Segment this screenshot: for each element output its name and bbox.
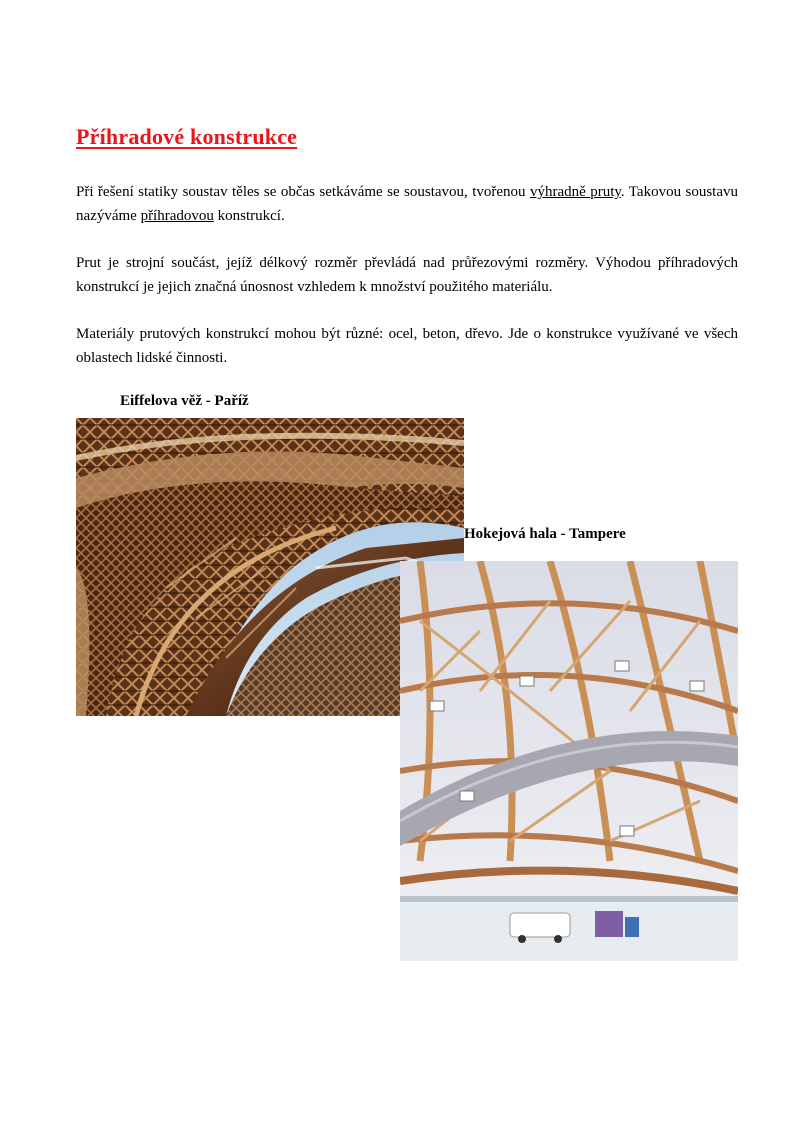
paragraph-rod-definition: Prut je strojní součást, jejíž délkový rozměr převládá nad průřezovými rozměry. Výhodou příhradových konstrukcí je jejich značná únosnost vzhledem k množství použitého materiálu. [76,255,738,295]
hockey-hall-illustration [400,561,738,961]
intro-text-start: Při řešení statiky soustav těles se občas setkáváme se soustavou, tvořenou [76,184,530,200]
intro-text-middle: . Takovou soustavu nazýváme [76,184,738,224]
paragraph-intro [76,180,738,228]
intro-text-end: konstrukcí. [217,208,285,224]
eiffel-caption: Eiffelova věž - Paříž [120,393,249,409]
intro-underlined-rods: výhradně pruty [529,184,621,200]
hall-caption: Hokejová hala - Tampere [464,526,626,542]
hockey-hall-photo [400,561,738,961]
page-title: Příhradové konstrukce [76,124,298,149]
intro-underlined-truss: příhradovou [140,208,214,224]
paragraph-materials: Materiály prutových konstrukcí mohou být různé: ocel, beton, dřevo. Jde o konstrukce využívané ve všech oblastech lidské činnosti. [76,326,738,366]
